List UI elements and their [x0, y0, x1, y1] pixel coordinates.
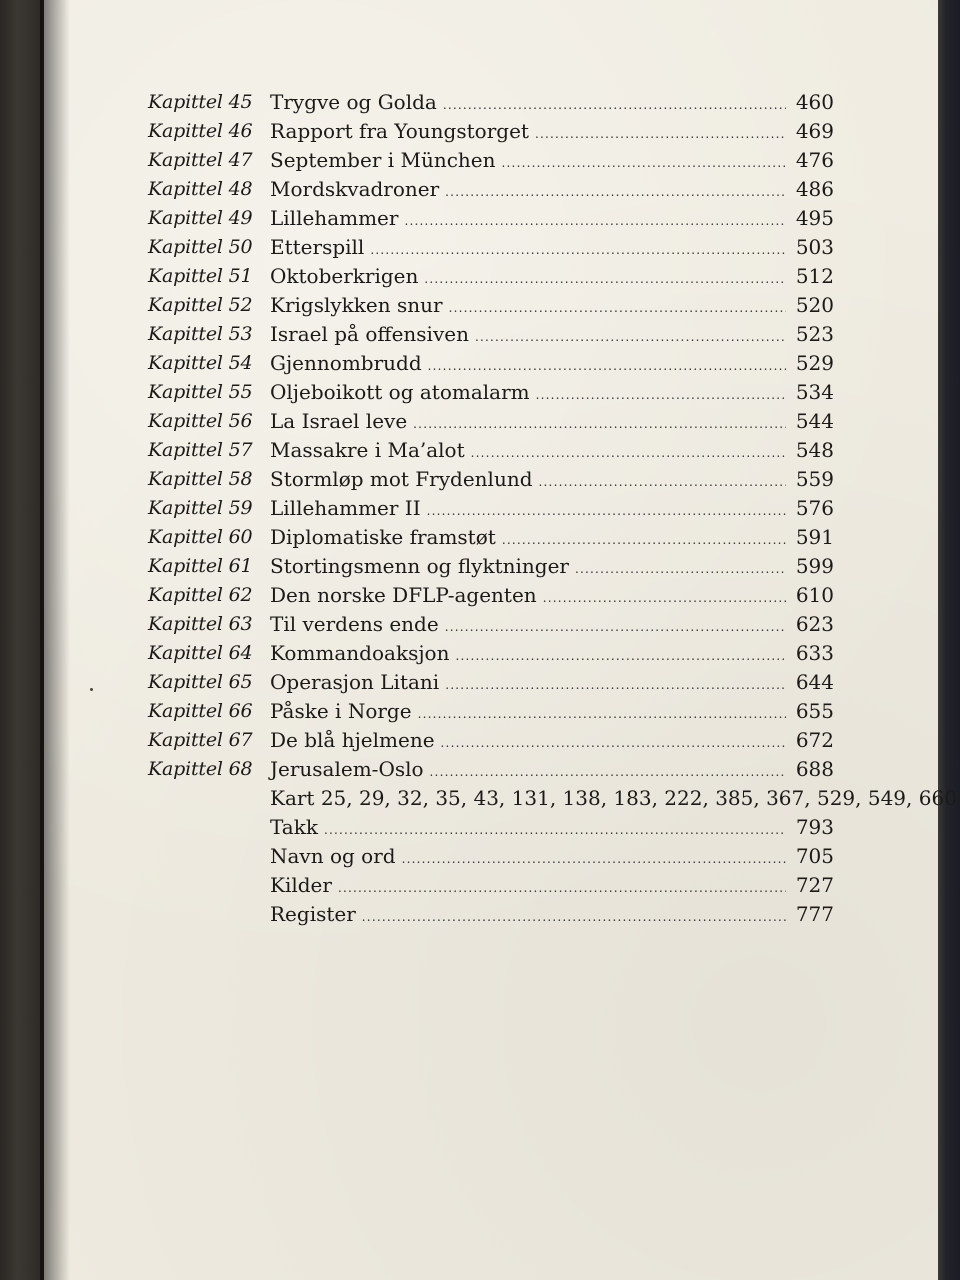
dot-leader	[427, 497, 786, 526]
toc-row	[0, 668, 960, 697]
toc-entry	[270, 871, 834, 903]
toc-row-maps	[0, 784, 960, 813]
chapter-title: Massakre i Ma’alot	[270, 438, 465, 462]
toc-entry	[270, 610, 834, 642]
chapter-label: Kapittel 66	[148, 700, 253, 722]
toc-row	[0, 204, 960, 233]
page-number: 688	[795, 757, 834, 781]
page-number: 705	[795, 844, 834, 868]
dot-leader	[441, 729, 786, 758]
toc-entry	[270, 291, 834, 323]
chapter-title: Stormløp mot Frydenlund	[270, 467, 533, 491]
chapter-title: Gjennombrudd	[270, 351, 422, 375]
chapter-title: De blå hjelmene	[270, 728, 435, 752]
toc-entry	[270, 378, 834, 410]
toc-row	[0, 88, 960, 117]
dot-leader	[370, 236, 785, 265]
page-number: 544	[795, 409, 834, 433]
page-number: 672	[795, 728, 834, 752]
chapter-label: Kapittel 53	[148, 323, 253, 345]
toc-entry	[270, 639, 834, 671]
dot-leader	[445, 178, 786, 207]
toc-entry	[270, 88, 834, 120]
page-number: 610	[795, 583, 834, 607]
toc-row	[0, 146, 960, 175]
chapter-title: Oktoberkrigen	[270, 264, 419, 288]
toc-row	[0, 697, 960, 726]
chapter-title: Mordskvadroner	[270, 177, 440, 201]
chapter-label: Kapittel 68	[148, 758, 253, 780]
dot-leader	[402, 845, 786, 874]
dot-leader	[445, 613, 786, 642]
chapter-label: Kapittel 60	[148, 526, 253, 548]
chapter-label: Kapittel 65	[148, 671, 253, 693]
toc-entry-maps	[270, 784, 957, 813]
dot-leader	[445, 671, 786, 700]
page-number: 793	[795, 815, 834, 839]
toc-row	[0, 175, 960, 204]
toc-row	[0, 291, 960, 320]
toc-entry	[270, 117, 834, 149]
toc-row	[0, 581, 960, 610]
toc-entry	[270, 436, 834, 468]
toc-entry	[270, 262, 834, 294]
page-number: 512	[795, 264, 834, 288]
dot-leader	[536, 381, 786, 410]
chapter-title: Diplomatiske framstøt	[270, 525, 496, 549]
dot-leader	[502, 149, 786, 178]
toc-row	[0, 639, 960, 668]
chapter-label: Kapittel 45	[148, 91, 253, 113]
chapter-label: Kapittel 54	[148, 352, 253, 374]
page-number: 476	[795, 148, 834, 172]
dot-leader	[455, 642, 785, 671]
toc-entry	[270, 552, 834, 584]
chapter-title: Etterspill	[270, 235, 365, 259]
page-number: 529	[795, 351, 834, 375]
chapter-label: Kapittel 52	[148, 294, 253, 316]
toc-entry	[270, 407, 834, 439]
page-number: 534	[795, 380, 834, 404]
toc-row	[0, 755, 960, 784]
page-number: 548	[795, 438, 834, 462]
chapter-title: Påske i Norge	[270, 699, 412, 723]
dot-leader	[475, 323, 786, 352]
maps-entry: Kart 25, 29, 32, 35, 43, 131, 138, 183, 222, 385, 367, 529, 549, 660	[270, 786, 957, 810]
toc-row	[0, 349, 960, 378]
chapter-label: Kapittel 59	[148, 497, 253, 519]
dot-leader	[428, 352, 786, 381]
page-number: 777	[795, 902, 834, 926]
dot-leader	[362, 903, 786, 932]
chapter-title: Trygve og Golda	[270, 90, 437, 114]
page-number: 644	[795, 670, 834, 694]
chapter-title: Den norske DFLP-agenten	[270, 583, 537, 607]
dot-leader	[539, 468, 786, 497]
chapter-title: Jerusalem-Oslo	[270, 757, 424, 781]
toc-entry	[270, 349, 834, 381]
chapter-label: Kapittel 58	[148, 468, 253, 490]
chapter-label: Kapittel 46	[148, 120, 253, 142]
back-matter-title: Takk	[270, 815, 318, 839]
chapter-label: Kapittel 49	[148, 207, 253, 229]
dot-leader	[424, 265, 785, 294]
toc-row	[0, 552, 960, 581]
toc-entry	[270, 175, 834, 207]
toc-entry	[270, 842, 834, 874]
dot-leader	[430, 758, 786, 787]
chapter-label: Kapittel 51	[148, 265, 253, 287]
dot-leader	[413, 410, 786, 439]
page-number: 727	[795, 873, 834, 897]
toc-entry	[270, 697, 834, 729]
toc-row	[0, 378, 960, 407]
page-number: 591	[795, 525, 834, 549]
toc-row	[0, 320, 960, 349]
chapter-title: Rapport fra Youngstorget	[270, 119, 529, 143]
chapter-label: Kapittel 61	[148, 555, 253, 577]
chapter-label: Kapittel 55	[148, 381, 253, 403]
chapter-title: Til verdens ende	[270, 612, 439, 636]
page-number: 633	[795, 641, 834, 665]
toc-row	[0, 407, 960, 436]
toc-entry	[270, 900, 834, 932]
chapter-title: Stortingsmenn og flyktninger	[270, 554, 569, 578]
toc-row	[0, 117, 960, 146]
chapter-label: Kapittel 56	[148, 410, 253, 432]
dot-leader	[324, 816, 786, 845]
dot-leader	[575, 555, 786, 584]
dot-leader	[535, 120, 786, 149]
dot-leader	[502, 526, 786, 555]
toc-row	[0, 436, 960, 465]
chapter-title: La Israel leve	[270, 409, 408, 433]
toc-row	[0, 871, 960, 900]
chapter-label: Kapittel 47	[148, 149, 253, 171]
page-number: 576	[795, 496, 834, 520]
page-number: 559	[795, 467, 834, 491]
toc-entry	[270, 726, 834, 758]
page-number: 655	[795, 699, 834, 723]
chapter-title: Krigslykken snur	[270, 293, 443, 317]
toc-row	[0, 262, 960, 291]
toc-row	[0, 726, 960, 755]
dot-leader	[443, 91, 786, 120]
dot-leader	[449, 294, 786, 323]
toc-entry	[270, 146, 834, 178]
chapter-title: Oljeboikott og atomalarm	[270, 380, 530, 404]
chapter-title: Kommandoaksjon	[270, 641, 450, 665]
chapter-label: Kapittel 57	[148, 439, 253, 461]
page-number: 495	[795, 206, 834, 230]
chapter-label: Kapittel 63	[148, 613, 253, 635]
chapter-label: Kapittel 64	[148, 642, 253, 664]
toc-entry	[270, 233, 834, 265]
toc-entry	[270, 465, 834, 497]
toc-row	[0, 494, 960, 523]
toc-row	[0, 233, 960, 262]
toc-entry	[270, 204, 834, 236]
toc-row	[0, 523, 960, 552]
page-number: 469	[795, 119, 834, 143]
toc-row	[0, 842, 960, 871]
toc-entry	[270, 523, 834, 555]
dot-leader	[338, 874, 786, 903]
page-number: 503	[795, 235, 834, 259]
dot-leader	[471, 439, 786, 468]
chapter-title: Lillehammer II	[270, 496, 421, 520]
dot-leader	[418, 700, 786, 729]
toc-row	[0, 813, 960, 842]
toc-entry	[270, 668, 834, 700]
chapter-title: September i München	[270, 148, 496, 172]
chapter-label: Kapittel 67	[148, 729, 253, 751]
page-number: 599	[795, 554, 834, 578]
page-number: 623	[795, 612, 834, 636]
page-number: 486	[795, 177, 834, 201]
chapter-label: Kapittel 50	[148, 236, 253, 258]
back-matter-title: Navn og ord	[270, 844, 396, 868]
dot-leader	[543, 584, 786, 613]
page-number: 460	[795, 90, 834, 114]
toc-row	[0, 610, 960, 639]
chapter-title: Operasjon Litani	[270, 670, 440, 694]
page-number: 520	[795, 293, 834, 317]
toc-entry	[270, 494, 834, 526]
toc-row	[0, 900, 960, 929]
chapter-label: Kapittel 48	[148, 178, 253, 200]
toc-entry	[270, 581, 834, 613]
toc-row	[0, 465, 960, 494]
toc-entry	[270, 320, 834, 352]
chapter-title: Israel på offensiven	[270, 322, 469, 346]
dot-leader	[404, 207, 785, 236]
toc-entry	[270, 755, 834, 787]
back-matter-title: Kilder	[270, 873, 332, 897]
back-matter-title: Register	[270, 902, 356, 926]
chapter-label: Kapittel 62	[148, 584, 253, 606]
toc-entry	[270, 813, 834, 845]
chapter-title: Lillehammer	[270, 206, 399, 230]
page-number: 523	[795, 322, 834, 346]
